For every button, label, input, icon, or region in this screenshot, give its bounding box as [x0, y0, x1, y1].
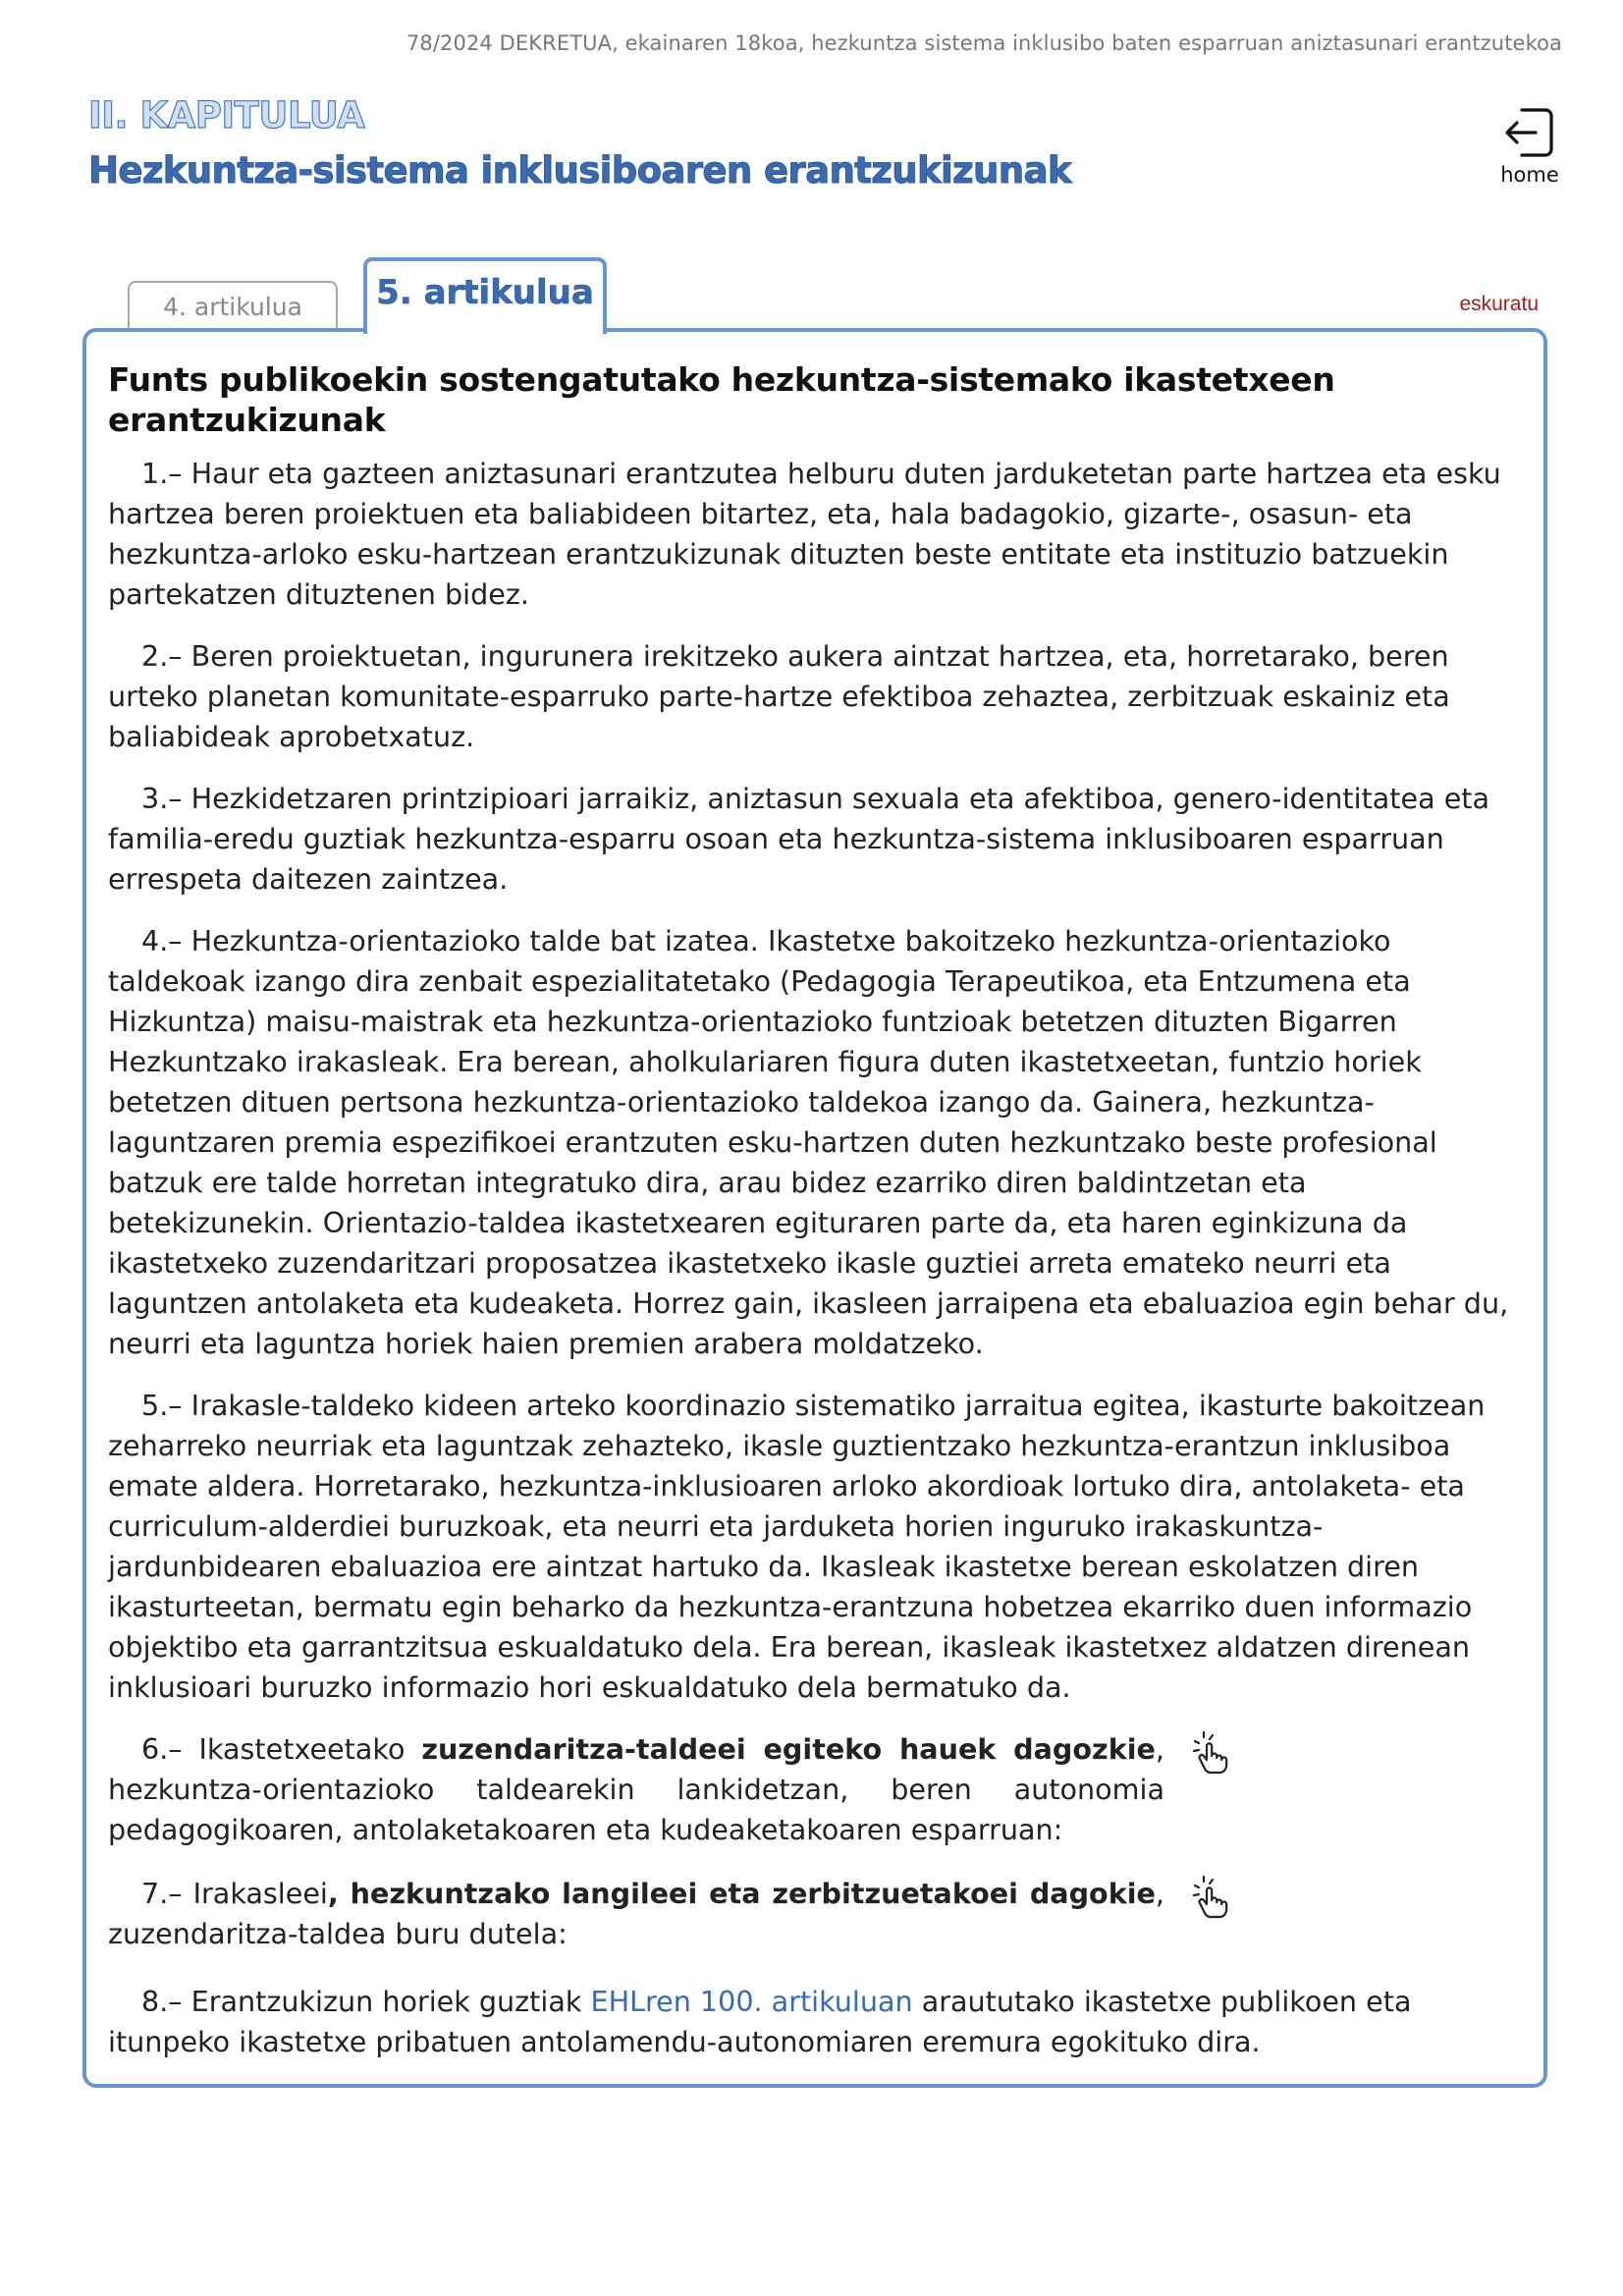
paragraph-4: 4.– Hezkuntza-orientazioko talde bat izatea. Ikastetxe bakoitzeko hezkuntza-orientazioko taldekoak izango dira zenbait espezialitatetako (Pedagogia Terapeutikoa, eta Entzumena eta Hizkuntza) maisu-maistrak eta hezkuntza-orientazioko funtzioak betetzen dituzten Bigarren Hezkuntzako irakasleak. Era berean, aholkulariaren figura duten ikastetxeetan, funtzio horiek betetzen dituen pertsona hezkuntza-orientazioko taldekoa izango da. Gainera, hezkuntza-laguntzaren premia espezifikoei erantzuten esku-hartzen duten hezkuntzako beste profesional batzuk ere talde horretan integratuko dira, arau bidez ezarriko diren baldintzetan eta betekizunekin. Orientazio-taldea ikastetxearen egituraren parte da, eta haren eginkizuna da ikastetxeko zuzendaritzari proposatzea ikastetxeko ikasle guztiei arreta emateko neurri eta laguntzen antolaketa eta kudeaketa. Horrez gain, ikasleen jarraipena eta ebaluazioa egin behar du, neurri eta laguntza horiek haien premien arabera moldatzeko.	[108, 924, 1509, 1360]
chapter-title: Hezkuntza-sistema inklusiboaren erantzukizunak	[88, 149, 1071, 191]
paragraph-6	[108, 1729, 1164, 1850]
running-title: 78/2024 DEKRETUA, ekainaren 18koa, hezkuntza sistema inklusibo baten esparruan aniztasunari erantzutekoa	[406, 31, 1562, 55]
paragraph-7-start: 7.– Irakasleei	[141, 1877, 328, 1910]
ehl-article-100-link[interactable]: EHLren 100. artikuluan	[590, 1985, 913, 2018]
paragraph-3: 3.– Hezkidetzaren printzipioari jarraikiz, aniztasun sexuala eta afektiboa, genero-identitatea eta familia-eredu guztiak hezkuntza-esparru osoan eta hezkuntza-sistema inklusiboaren esparruan errespeta daitezen zaintzea.	[108, 782, 1490, 896]
paragraph-7	[108, 1874, 1164, 1954]
download-link[interactable]: eskuratu	[1459, 293, 1539, 315]
paragraph-8-end: araututako ikastetxe publikoen eta itunpeko ikastetxe pribatuen antolamendu-autonomiaren eremura egokituko dira.	[108, 1985, 1412, 2058]
paragraph-6-bold: zuzendaritza-taldeei egiteko hauek dagozkie	[421, 1732, 1156, 1766]
paragraph-7-row	[108, 1874, 1517, 1954]
chapter-label: II. KAPITULUA	[88, 94, 365, 137]
paragraph-6-start: 6.– Ikastetxeetako	[141, 1732, 422, 1766]
article-heading: Funts publikoekin sostengatutako hezkuntza-sistemako ikastetxeen erantzukizunak	[108, 360, 1335, 439]
tab-article-5[interactable]: 5. artikulua	[363, 257, 607, 334]
exit-arrow-icon	[1502, 104, 1557, 161]
tap-hand-icon[interactable]	[1191, 1874, 1232, 1919]
paragraph-5: 5.– Irakasle-taldeko kideen arteko koordinazio sistematiko jarraitua egitea, ikasturte bakoitzean zeharreko neurriak eta laguntzak zehazteko, ikasle guztientzako hezkuntza-erantzun inklusiboa emate aldera. Horretarako, hezkuntza-inklusioaren arloko akordioak lortuko dira, antolaketa- eta curriculum-alderdiei buruzkoak, eta neurri eta jarduketa horien inguruko irakaskuntza-jardunbidearen ebaluazioa ere aintzat hartuko da. Ikasleak ikastetxe berean eskolatzen diren ikasturteetan, bermatu egin beharko da hezkuntza-erantzuna hobetzea ekarriko duen informazio objektibo eta garrantzitsua eskualdatuko dela. Era berean, ikasleak ikastetxez aldatzen direnean inklusioari buruzko informazio hori eskualdatuko dela bermatuko da.	[108, 1389, 1486, 1704]
paragraph-7-end: , zuzendaritza-taldea buru dutela:	[108, 1877, 1164, 1950]
home-label: home	[1500, 163, 1559, 187]
paragraph-7-bold: , hezkuntzako langileei eta zerbitzuetakoei dagokie	[327, 1877, 1156, 1910]
tab-article-4[interactable]: 4. artikulua	[128, 281, 338, 330]
paragraph-8-start: 8.– Erantzukizun horiek guztiak	[141, 1985, 591, 2018]
article-content	[108, 354, 1517, 2084]
paragraph-8	[108, 1982, 1517, 2062]
paragraph-2: 2.– Beren proiektuetan, ingurunera irekitzeko aukera aintzat hartzea, eta, horretarako, beren urteko planetan komunitate-esparruko parte-hartze efektiboa zehaztea, zerbitzuak eskainiz eta baliabideak aprobetxatuz.	[108, 639, 1450, 753]
paragraph-6-row	[108, 1729, 1517, 1850]
home-button[interactable]	[1481, 98, 1579, 196]
tap-hand-icon[interactable]	[1191, 1729, 1232, 1775]
paragraph-1: 1.– Haur eta gazteen aniztasunari erantzutea helburu duten jarduketetan parte hartzea eta esku hartzea beren proiektuen eta baliabideen bitartez, eta, hala badagokio, gizarte-, osasun- eta hezkuntza-arloko esku-hartzean erantzukizunak dituzten beste entitate eta instituzio batzuekin partekatzen dituztenen bidez.	[108, 457, 1501, 611]
paragraph-6-end: , hezkuntza-orientazioko taldearekin lankidetzan, beren autonomia pedagogikoaren, antolaketakoaren eta kudeaketakoaren esparruan:	[108, 1732, 1164, 1846]
